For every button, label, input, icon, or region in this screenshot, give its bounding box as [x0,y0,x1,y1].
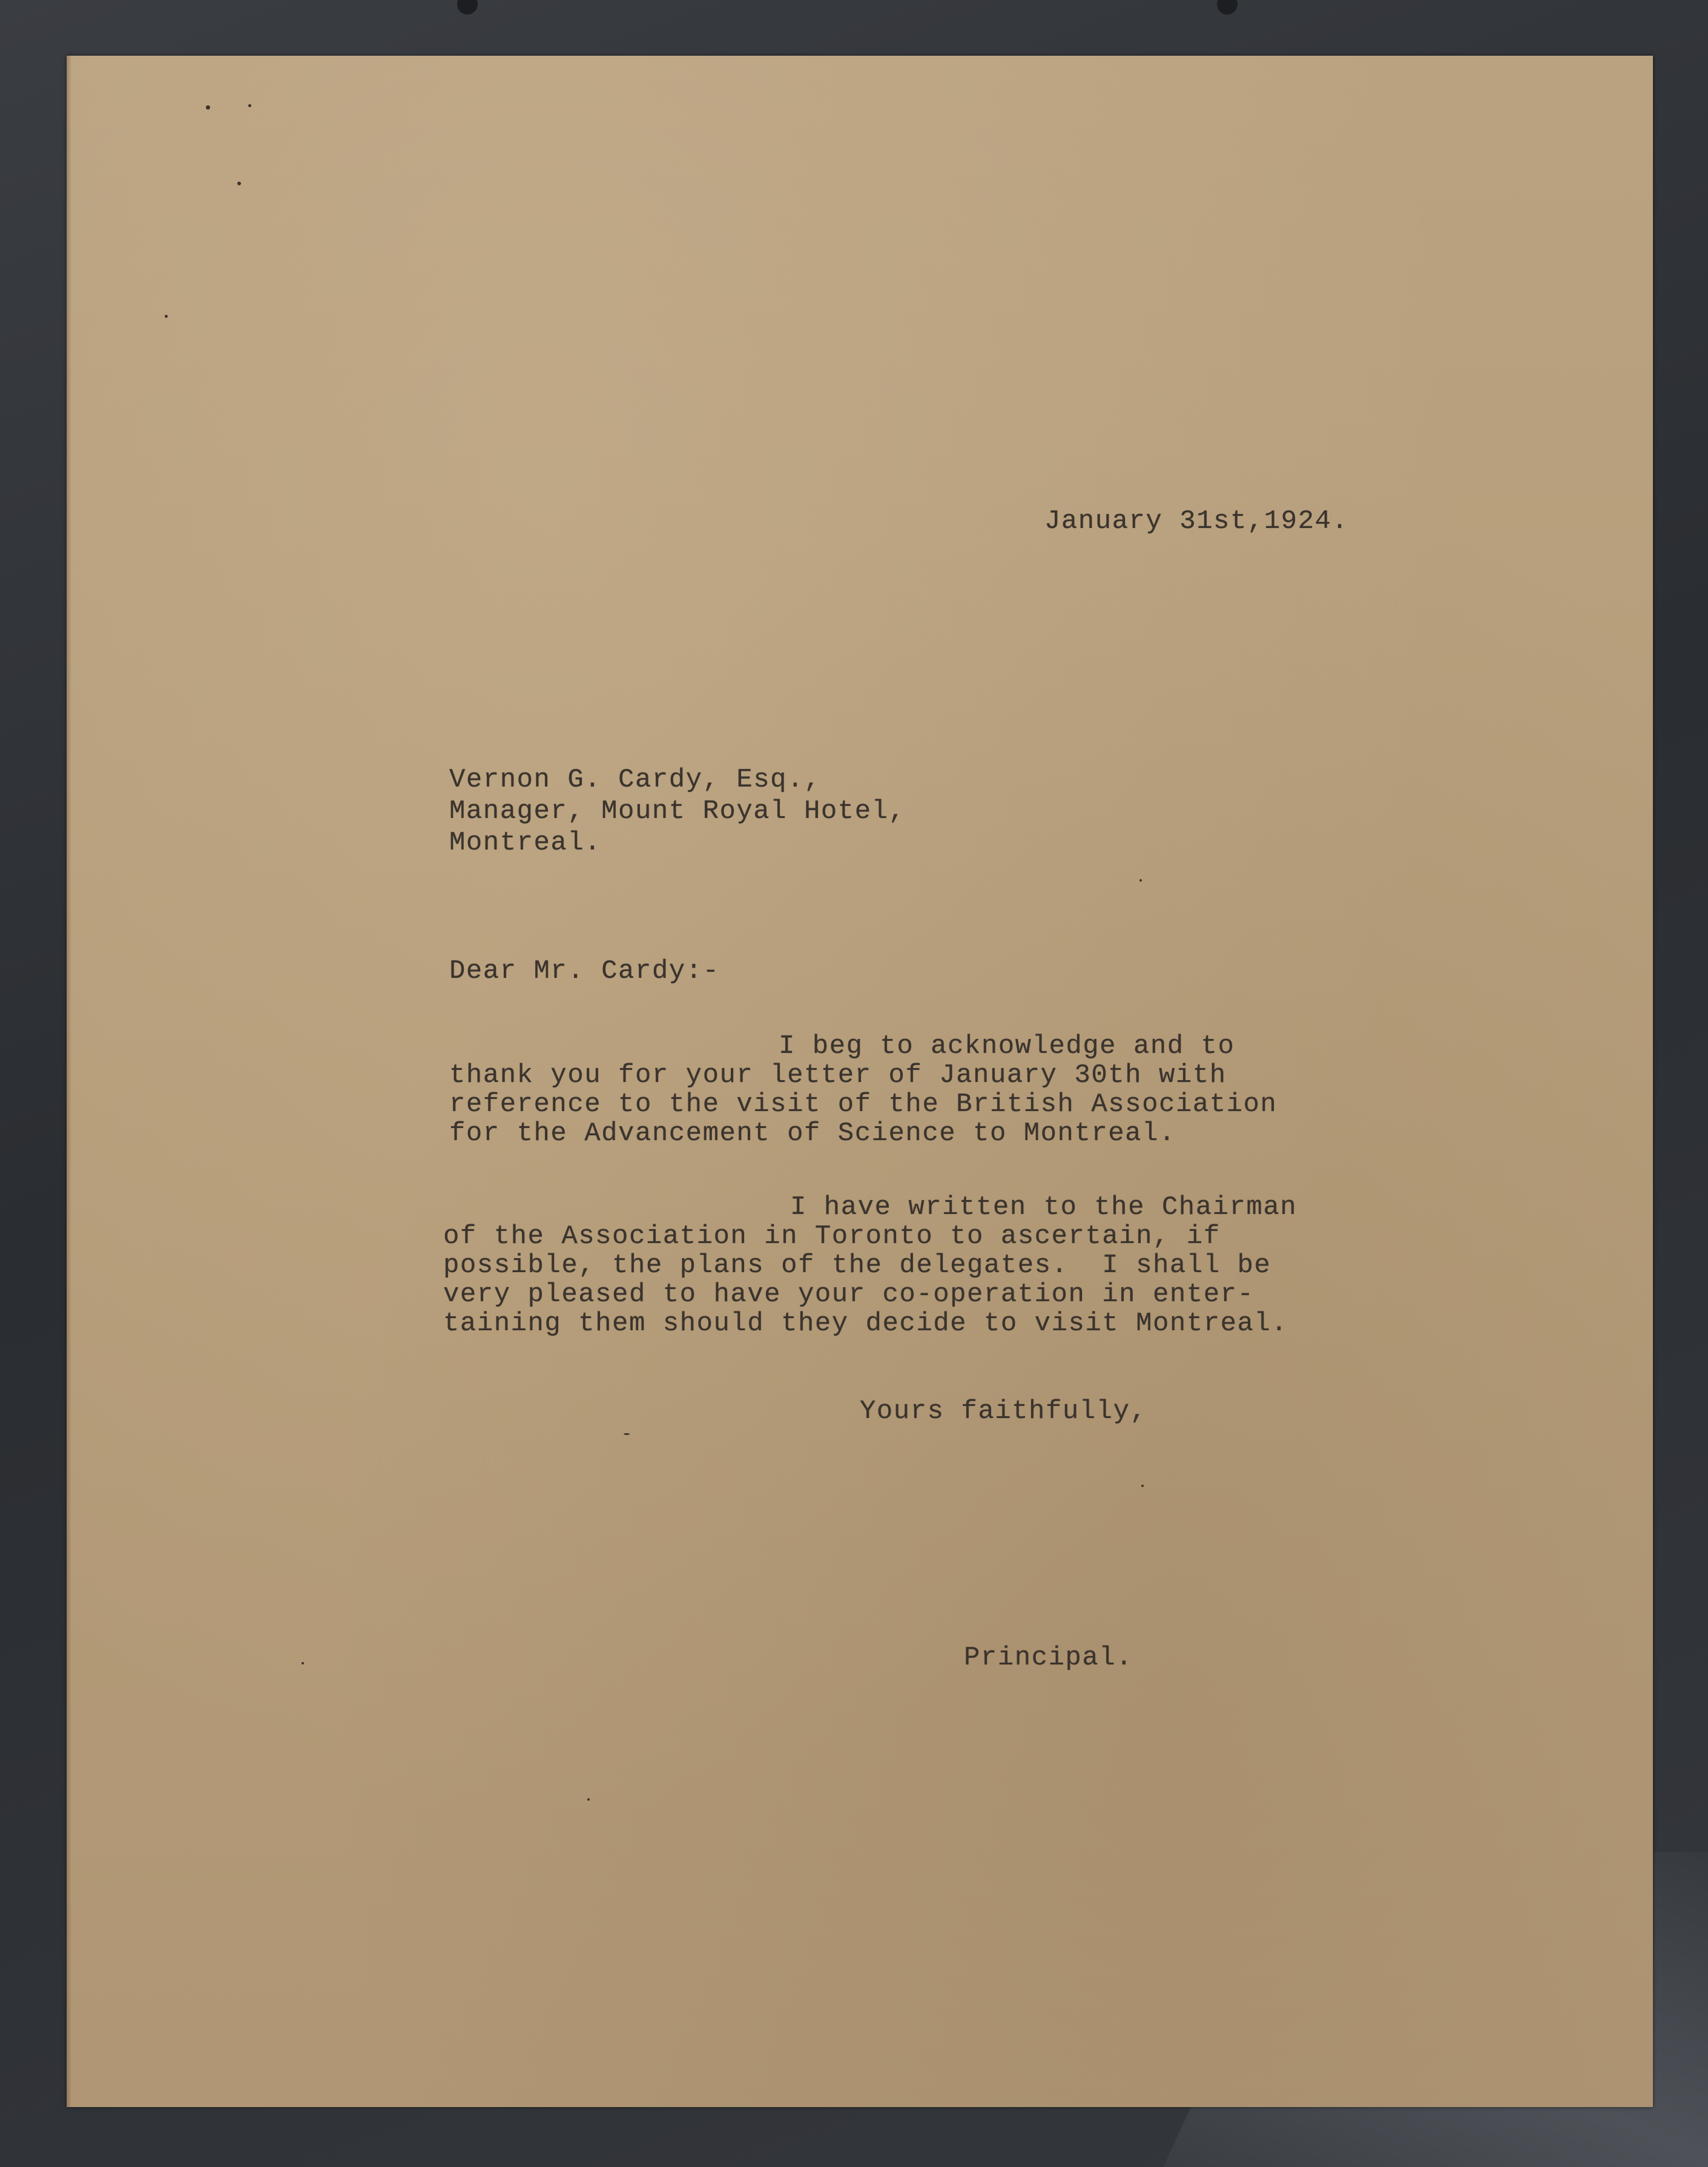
paper-speck [237,182,241,185]
salutation: Dear Mr. Cardy:- [449,956,720,986]
paper-speck [587,1798,590,1801]
letter-page [67,56,1653,2107]
paragraph-1-line: reference to the visit of the British Association [449,1089,1278,1120]
paragraph-1-line: for the Advancement of Science to Montreal. [449,1118,1176,1149]
paragraph-2-line: very pleased to have your co-operation in enter- [443,1279,1255,1310]
paragraph-2-line: of the Association in Toronto to ascertain, if [443,1221,1221,1252]
paper-speck [206,105,210,110]
paper-speck [1141,1485,1144,1487]
paragraph-1-line: thank you for your letter of January 30th with [449,1060,1227,1090]
recipient-title: Manager, Mount Royal Hotel, [449,796,906,826]
paragraph-2-line: taining them should they decide to visit Montreal. [443,1308,1288,1339]
page-edge [67,56,71,2107]
recipient-city: Montreal. [449,828,602,858]
paper-speck [165,315,168,318]
letter-date: January 31st,1924. [1044,506,1349,536]
paragraph-2-line: possible, the plans of the delegates. I shall be [443,1250,1271,1281]
paragraph-1-line: I beg to acknowledge and to [779,1031,1235,1061]
closing: Yours faithfully, [860,1396,1147,1427]
paper-speck [248,104,251,107]
paper-speck [624,1433,630,1435]
recipient-name: Vernon G. Cardy, Esq., [449,765,821,795]
paragraph-2-line: I have written to the Chairman [790,1192,1297,1222]
signature-title: Principal. [964,1643,1133,1673]
paper-speck [302,1662,304,1664]
paper-speck [1139,879,1142,882]
